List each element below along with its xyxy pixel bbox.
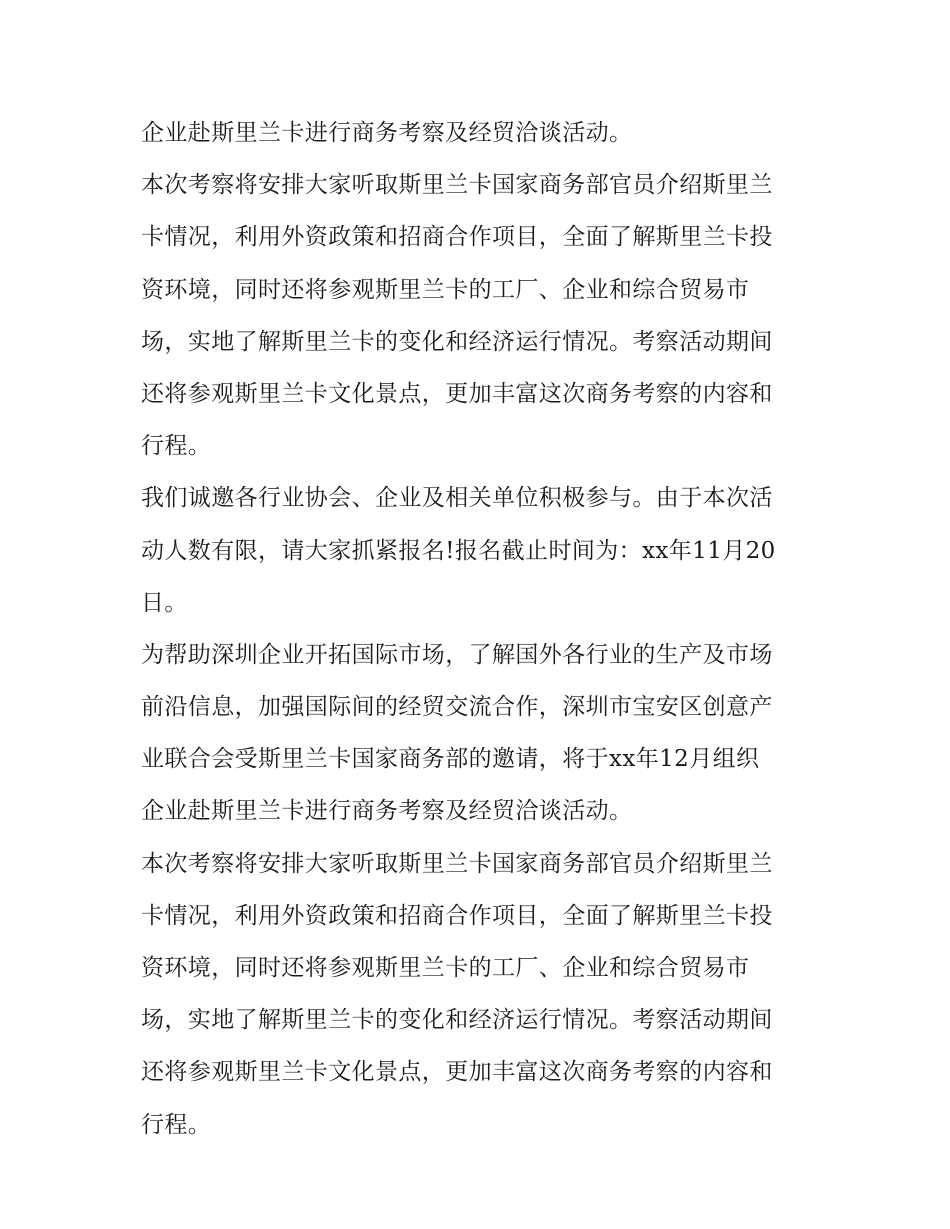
text-line: 资环境，同时还将参观斯里兰卡的工厂、企业和综合贸易市 (141, 276, 750, 303)
text-line: 本次考察将安排大家听取斯里兰卡国家商务部官员介绍斯里兰 (141, 850, 773, 877)
text-line: 还将参观斯里兰卡文化景点，更加丰富这次商务考察的内容和 (141, 380, 773, 407)
text-line: 行程。 (141, 433, 212, 460)
text-line: 卡情况，利用外资政策和招商合作项目，全面了解斯里兰卡投 (141, 902, 773, 929)
text-line: 业联合会受斯里兰卡国家商务部的邀请，将于xx年12月组织 (141, 746, 760, 773)
text-line: 场，实地了解斯里兰卡的变化和经济运行情况。考察活动期间 (141, 1007, 773, 1034)
text-line: 还将参观斯里兰卡文化景点，更加丰富这次商务考察的内容和 (141, 1059, 773, 1086)
text-line: 企业赴斯里兰卡进行商务考察及经贸洽谈活动。 (141, 120, 633, 146)
document-body (141, 107, 821, 1151)
text-line: 动人数有限，请大家抓紧报名!报名截止时间为：xx年11月20 (141, 537, 776, 564)
text-line: 行程。 (141, 1111, 212, 1138)
text-line: 资环境，同时还将参观斯里兰卡的工厂、企业和综合贸易市 (141, 955, 750, 981)
text-line: 我们诚邀各行业协会、企业及相关单位积极参与。由于本次活 (141, 485, 773, 512)
text-line: 场，实地了解斯里兰卡的变化和经济运行情况。考察活动期间 (141, 328, 773, 355)
text-line: 卡情况，利用外资政策和招商合作项目，全面了解斯里兰卡投 (141, 224, 773, 251)
text-line: 企业赴斯里兰卡进行商务考察及经贸洽谈活动。 (141, 798, 633, 825)
text-line: 前沿信息，加强国际间的经贸交流合作，深圳市宝安区创意产 (141, 694, 773, 721)
text-line: 为帮助深圳企业开拓国际市场，了解国外各行业的生产及市场 (141, 641, 773, 668)
text-line: 本次考察将安排大家听取斯里兰卡国家商务部官员介绍斯里兰 (141, 172, 773, 199)
text-line: 日。 (141, 589, 188, 616)
